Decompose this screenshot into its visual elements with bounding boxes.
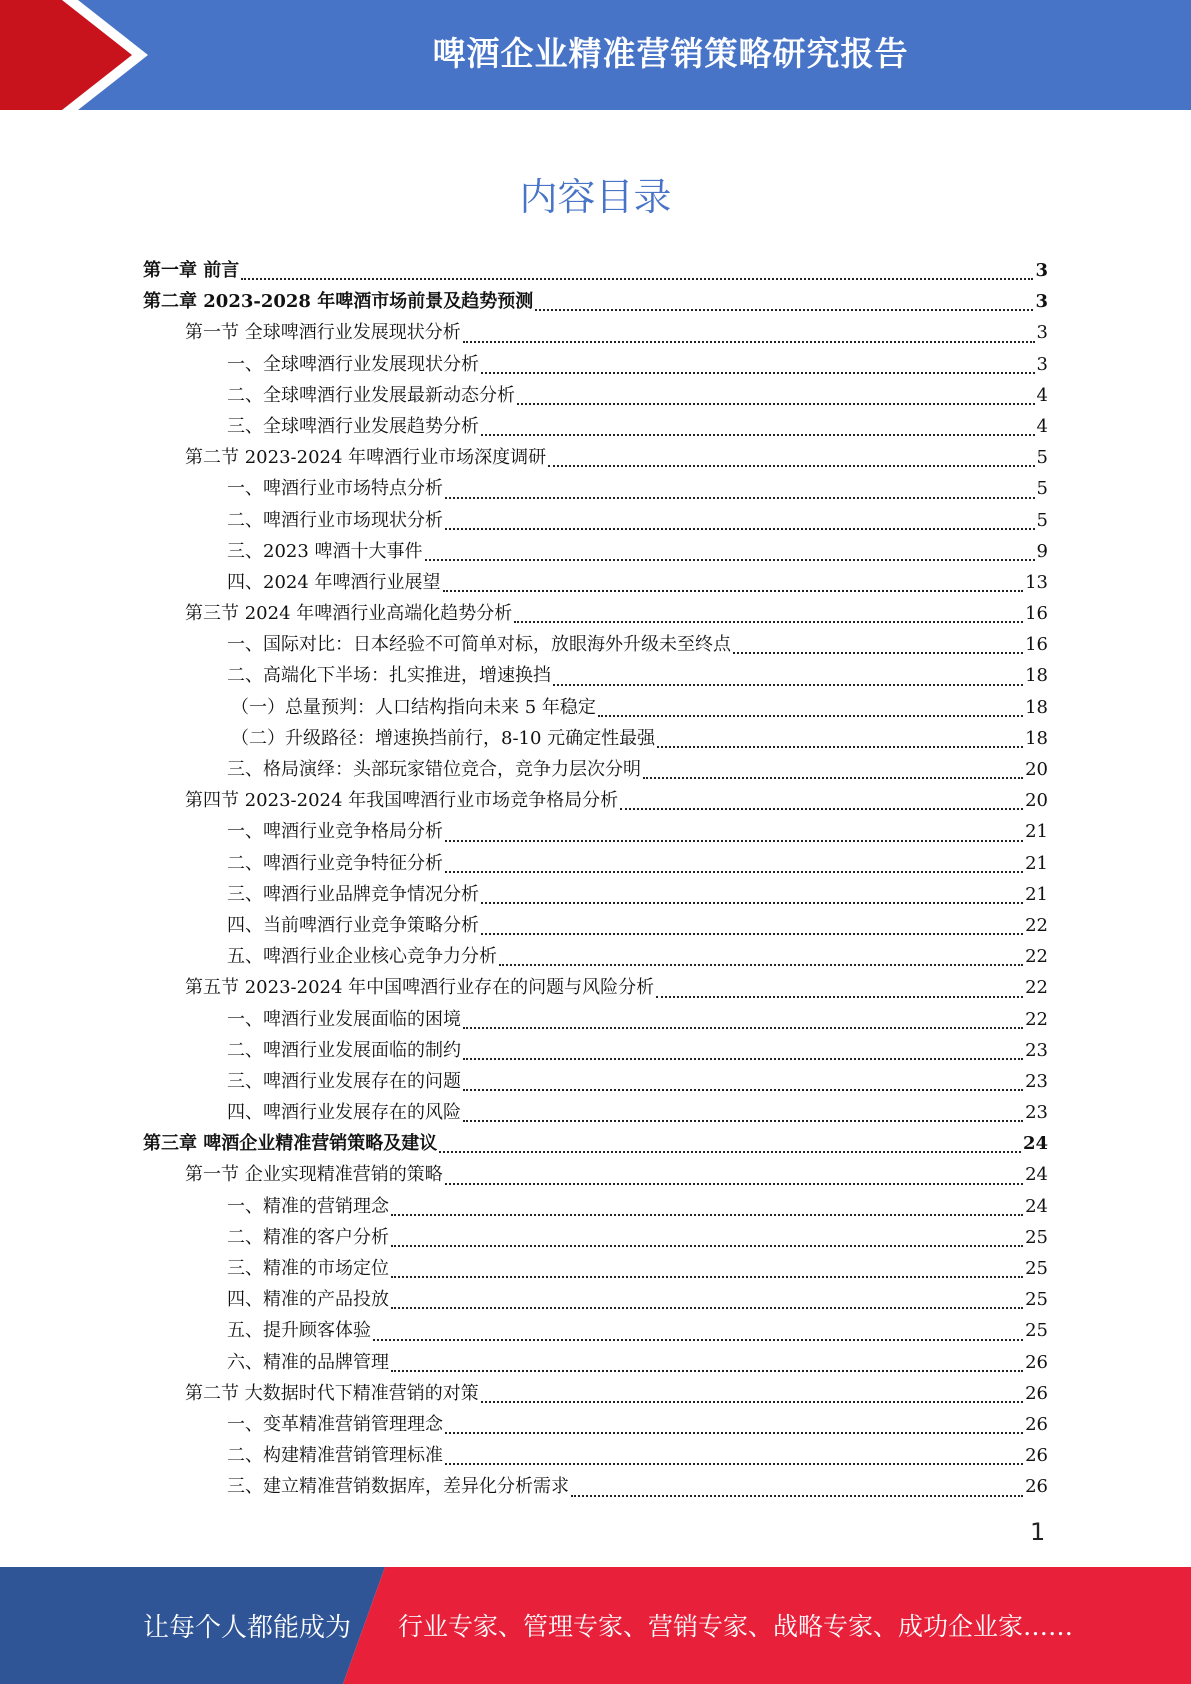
toc-entry[interactable] (143, 755, 1048, 786)
toc-entry-label: 第二节 大数据时代下精准营销的对策 (185, 1382, 479, 1404)
toc-leader-dots (499, 964, 1023, 966)
toc-leader-dots (620, 808, 1023, 810)
toc-entry[interactable] (143, 599, 1048, 630)
toc-entry[interactable] (143, 786, 1048, 817)
toc-entry[interactable] (143, 474, 1048, 505)
page-footer (0, 1567, 1191, 1684)
toc-leader-dots (463, 1058, 1023, 1060)
toc-entry-page: 25 (1025, 1320, 1048, 1342)
toc-entry-label: 第三节 2024 年啤酒行业高端化趋势分析 (185, 603, 513, 625)
toc-leader-dots (643, 777, 1023, 779)
toc-leader-dots (445, 1183, 1023, 1185)
toc-entry-label: 第四节 2023-2024 年我国啤酒行业市场竞争格局分析 (185, 790, 619, 812)
toc-entry-page: 13 (1025, 571, 1048, 593)
toc-entry[interactable] (143, 256, 1048, 287)
toc-leader-dots (445, 1432, 1023, 1434)
toc-entry-label: 一、全球啤酒行业发展现状分析 (227, 353, 479, 375)
toc-entry-page: 23 (1025, 1039, 1048, 1061)
toc-entry-label: 第二节 2023-2024 年啤酒行业市场深度调研 (185, 447, 547, 469)
toc-entry-label: 第一节 企业实现精准营销的策略 (185, 1164, 443, 1186)
toc-entry-page: 4 (1036, 415, 1048, 437)
toc-entry-page: 3 (1035, 291, 1048, 313)
toc-entry-label: 一、啤酒行业市场特点分析 (227, 478, 443, 500)
toc-leader-dots (391, 1276, 1023, 1278)
toc-entry-page: 3 (1036, 322, 1048, 344)
toc-entry-page: 5 (1036, 447, 1048, 469)
toc-leader-dots (425, 559, 1035, 561)
toc-leader-dots (463, 341, 1035, 343)
toc-entry-page: 25 (1025, 1226, 1048, 1248)
toc-entry[interactable] (143, 443, 1048, 474)
toc-entry[interactable] (143, 724, 1048, 755)
toc-entry-page: 21 (1025, 852, 1048, 874)
toc-entry-page: 18 (1025, 696, 1048, 718)
toc-entry-page: 26 (1025, 1351, 1048, 1373)
toc-entry-label: 二、啤酒行业竞争特征分析 (227, 852, 443, 874)
toc-leader-dots (445, 871, 1023, 873)
toc-entry-page: 16 (1025, 603, 1048, 625)
toc-entry[interactable] (143, 973, 1048, 1004)
toc-entry-page: 20 (1025, 790, 1048, 812)
toc-entry-page: 23 (1025, 1070, 1048, 1092)
toc-entry-label: 一、国际对比：日本经验不可简单对标，放眼海外升级未至终点 (227, 634, 731, 656)
toc-entry[interactable] (143, 1316, 1048, 1347)
toc-leader-dots (391, 1370, 1023, 1372)
toc-entry[interactable] (143, 1410, 1048, 1441)
toc-entry-page: 26 (1025, 1413, 1048, 1435)
toc-entry[interactable] (143, 350, 1048, 381)
toc-heading: 内容目录 (519, 175, 672, 219)
page-header (0, 0, 1191, 110)
toc-entry[interactable] (143, 817, 1048, 848)
toc-entry[interactable] (143, 1379, 1048, 1410)
toc-leader-dots (535, 309, 1033, 311)
toc-entry[interactable] (143, 1160, 1048, 1191)
toc-entry[interactable] (143, 1005, 1048, 1036)
toc-entry-page: 5 (1036, 478, 1048, 500)
toc-entry-label: 三、精准的市场定位 (227, 1258, 389, 1279)
toc-entry-label: 二、高端化下半场：扎实推进，增速换挡 (227, 665, 551, 687)
toc-leader-dots (548, 465, 1034, 467)
toc-entry-page: 9 (1036, 540, 1048, 562)
toc-entry[interactable] (143, 1036, 1048, 1067)
toc-leader-dots (391, 1214, 1023, 1216)
toc-leader-dots (373, 1339, 1023, 1341)
toc-leader-dots (481, 372, 1035, 374)
toc-leader-dots (598, 715, 1023, 717)
toc-entry-label: 第一节 全球啤酒行业发展现状分析 (185, 322, 461, 344)
toc-entry-label: 第二章 2023-2028 年啤酒市场前景及趋势预测 (143, 291, 534, 313)
toc-entry[interactable] (143, 318, 1048, 349)
toc-entry[interactable] (143, 1223, 1048, 1254)
toc-entry-label: 二、精准的客户分析 (227, 1226, 389, 1248)
toc-entry-page: 21 (1025, 883, 1048, 905)
table-of-contents (143, 256, 1048, 1504)
toc-entry-page: 23 (1025, 1102, 1048, 1124)
toc-entry[interactable] (143, 942, 1048, 973)
toc-entry-page: 26 (1025, 1445, 1048, 1467)
toc-entry[interactable] (143, 1348, 1048, 1379)
toc-entry-label: 二、构建精准营销管理标准 (227, 1445, 443, 1467)
toc-leader-dots (391, 1307, 1023, 1309)
toc-leader-dots (463, 1120, 1023, 1122)
toc-entry[interactable] (143, 1254, 1048, 1285)
toc-entry[interactable] (143, 661, 1048, 692)
toc-leader-dots (445, 1463, 1023, 1465)
toc-entry-page: 22 (1025, 977, 1048, 999)
toc-entry-label: 二、全球啤酒行业发展最新动态分析 (227, 384, 515, 406)
toc-entry[interactable] (143, 381, 1048, 412)
toc-entry[interactable] (143, 630, 1048, 661)
toc-entry-label: 五、提升顾客体验 (227, 1320, 371, 1342)
toc-leader-dots (553, 684, 1023, 686)
toc-entry-label: 一、精准的营销理念 (227, 1195, 389, 1217)
toc-entry-label: 二、啤酒行业发展面临的制约 (227, 1039, 461, 1061)
toc-leader-dots (481, 434, 1035, 436)
toc-entry-page: 25 (1025, 1258, 1048, 1279)
toc-entry-page: 25 (1025, 1289, 1048, 1311)
toc-entry[interactable] (143, 506, 1048, 537)
toc-entry[interactable] (143, 1129, 1048, 1160)
toc-entry[interactable] (143, 1472, 1048, 1503)
toc-entry-label: 三、啤酒行业品牌竞争情况分析 (227, 883, 479, 905)
toc-leader-dots (463, 1027, 1023, 1029)
toc-leader-dots (463, 1089, 1023, 1091)
toc-entry-label: 一、变革精准营销管理理念 (227, 1413, 443, 1435)
toc-entry-page: 5 (1036, 509, 1048, 531)
toc-entry-label: 六、精准的品牌管理 (227, 1351, 389, 1373)
toc-entry-label: 三、建立精准营销数据库，差异化分析需求 (227, 1476, 569, 1498)
toc-entry-page: 3 (1036, 353, 1048, 375)
toc-leader-dots (445, 840, 1023, 842)
toc-entry-label: 四、啤酒行业发展存在的风险 (227, 1102, 461, 1124)
toc-entry[interactable] (143, 849, 1048, 880)
toc-entry-page: 26 (1025, 1382, 1048, 1404)
toc-leader-dots (481, 933, 1023, 935)
toc-leader-dots (391, 1245, 1023, 1247)
footer-slogan-right: 行业专家、管理专家、营销专家、战略专家、成功企业家…… (398, 1612, 1074, 1641)
toc-entry-label: 二、啤酒行业市场现状分析 (227, 509, 443, 531)
toc-entry-page: 18 (1025, 727, 1048, 749)
toc-leader-dots (443, 590, 1024, 592)
footer-slogan-left: 让每个人都能成为 (143, 1613, 352, 1643)
toc-entry-label: 第三章 啤酒企业精准营销策略及建议 (143, 1133, 438, 1155)
toc-leader-dots (733, 652, 1023, 654)
toc-entry-page: 3 (1035, 260, 1048, 281)
toc-entry-page: 22 (1025, 1008, 1048, 1030)
toc-entry-label: 一、啤酒行业发展面临的困境 (227, 1008, 461, 1030)
toc-leader-dots (445, 528, 1035, 530)
toc-entry[interactable] (143, 880, 1048, 911)
toc-entry-page: 24 (1025, 1164, 1048, 1186)
toc-entry-label: 四、精准的产品投放 (227, 1289, 389, 1311)
toc-entry-label: 第一章 前言 (143, 260, 240, 281)
toc-entry-page: 22 (1025, 946, 1048, 968)
toc-entry-page: 4 (1036, 384, 1048, 406)
report-title: 啤酒企业精准营销策略研究报告 (432, 34, 909, 73)
toc-entry-label: 四、当前啤酒行业竞争策略分析 (227, 914, 479, 936)
toc-leader-dots (241, 278, 1033, 280)
toc-entry-label: 一、啤酒行业竞争格局分析 (227, 821, 443, 843)
toc-entry-label: 五、啤酒行业企业核心竞争力分析 (227, 946, 497, 968)
toc-entry-label: 三、啤酒行业发展存在的问题 (227, 1070, 461, 1092)
toc-entry-label: 四、2024 年啤酒行业展望 (227, 571, 441, 593)
toc-entry[interactable] (143, 911, 1048, 942)
toc-entry[interactable] (143, 1067, 1048, 1098)
toc-entry[interactable] (143, 287, 1048, 318)
toc-entry[interactable] (143, 1192, 1048, 1223)
toc-leader-dots (445, 497, 1035, 499)
toc-leader-dots (439, 1151, 1021, 1153)
toc-entry[interactable] (143, 1285, 1048, 1316)
toc-entry-label: （一）总量预判：人口结构指向未来 5 年稳定 (231, 696, 596, 718)
toc-entry[interactable] (143, 1098, 1048, 1129)
toc-entry[interactable] (143, 412, 1048, 443)
toc-entry-label: 三、格局演绎：头部玩家错位竞合，竞争力层次分明 (227, 759, 641, 780)
toc-entry-page: 20 (1025, 759, 1048, 780)
toc-entry-page: 21 (1025, 821, 1048, 843)
toc-entry[interactable] (143, 568, 1048, 599)
toc-entry-page: 26 (1025, 1476, 1048, 1498)
toc-entry-page: 24 (1022, 1133, 1048, 1155)
toc-entry[interactable] (143, 1441, 1048, 1472)
toc-entry-page: 16 (1025, 634, 1048, 656)
page-number: 1 (1030, 1518, 1046, 1546)
toc-leader-dots (657, 746, 1023, 748)
toc-entry-label: 三、全球啤酒行业发展趋势分析 (227, 415, 479, 437)
toc-entry-label: 三、2023 啤酒十大事件 (227, 540, 423, 562)
toc-entry[interactable] (143, 537, 1048, 568)
toc-leader-dots (517, 403, 1035, 405)
toc-leader-dots (481, 902, 1023, 904)
toc-entry-page: 24 (1025, 1195, 1048, 1217)
toc-entry-page: 22 (1025, 914, 1048, 936)
toc-entry-label: （二）升级路径：增速换挡前行，8-10 元确定性最强 (231, 727, 656, 749)
toc-entry-label: 第五节 2023-2024 年中国啤酒行业存在的问题与风险分析 (185, 977, 655, 999)
toc-leader-dots (656, 996, 1023, 998)
toc-entry-page: 18 (1025, 665, 1048, 687)
toc-leader-dots (571, 1495, 1023, 1497)
toc-leader-dots (481, 1401, 1023, 1403)
toc-entry[interactable] (143, 693, 1048, 724)
toc-leader-dots (514, 621, 1023, 623)
